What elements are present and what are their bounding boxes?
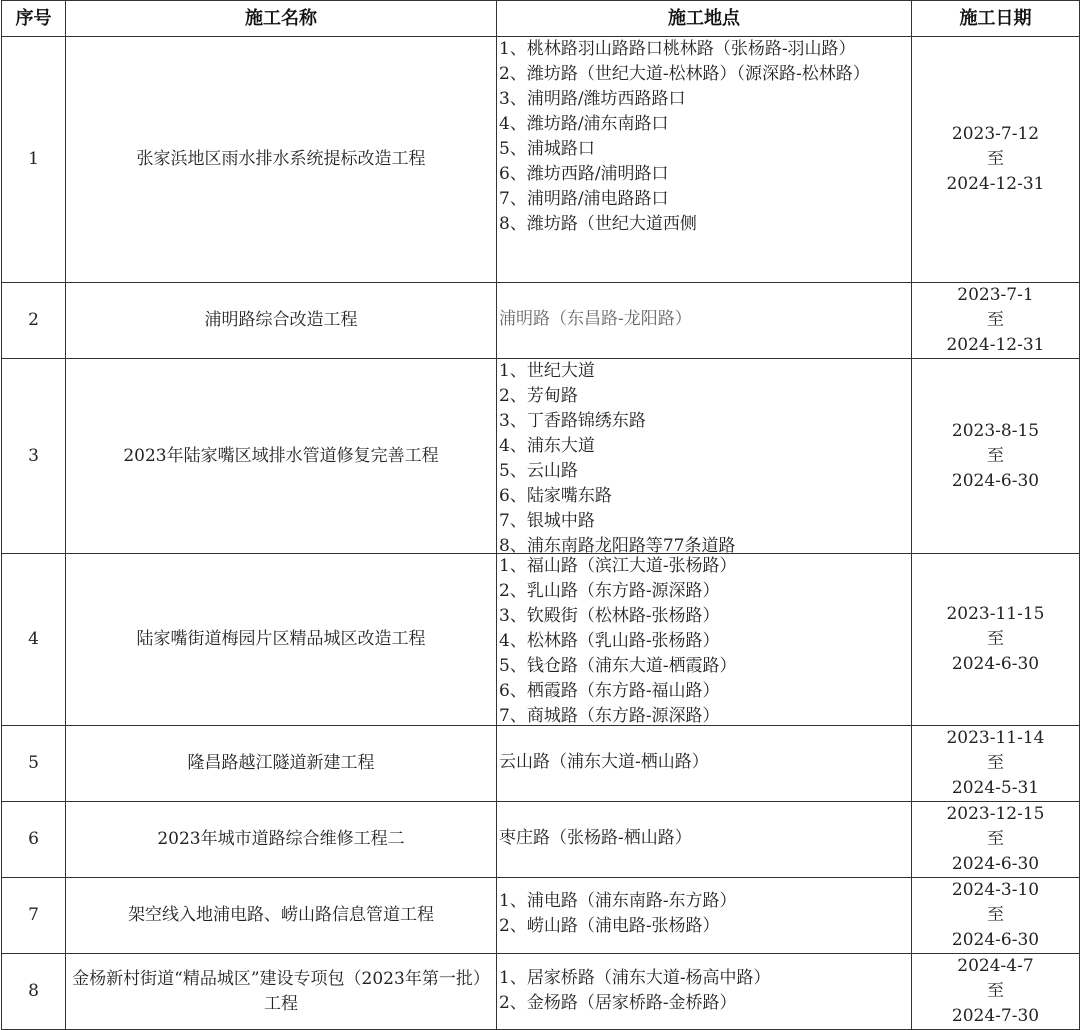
location-line: 2、崂山路（浦电路-张杨路） [499, 916, 720, 936]
date-end: 2024-6-30 [951, 930, 1040, 950]
row-number: 7 [2, 878, 66, 954]
location-line: 1、浦电路（浦东南路-东方路） [499, 891, 737, 911]
date-sep: 至 [987, 149, 1004, 169]
location-line: 云山路（浦东大道-栖山路） [499, 751, 709, 772]
project-name: 2023年陆家嘴区域排水管道修复完善工程 [66, 359, 497, 554]
date-end: 2024-12-31 [946, 335, 1045, 355]
location-line: 3、钦殿街（松林路-张杨路） [499, 606, 720, 626]
header-row [2, 1, 1080, 37]
header-date: 施工日期 [912, 1, 1080, 37]
row-number: 5 [2, 726, 66, 802]
project-date [912, 726, 1080, 802]
table-body [2, 37, 1080, 1030]
project-date [912, 359, 1080, 554]
row-number: 8 [2, 954, 66, 1030]
location-line: 4、浦东大道 [499, 436, 595, 456]
date-sep: 至 [987, 981, 1004, 1001]
date-sep: 至 [987, 629, 1004, 649]
location-line: 2、芳甸路 [499, 386, 578, 406]
project-date [912, 554, 1080, 726]
date-start: 2024-4-7 [957, 956, 1034, 976]
table-row [2, 283, 1080, 359]
location-line: 6、栖霞路（东方路-福山路） [499, 681, 720, 701]
location-line: 3、浦明路/潍坊西路路口 [499, 89, 686, 109]
table-row [2, 878, 1080, 954]
table-row [2, 37, 1080, 283]
row-number: 1 [2, 37, 66, 283]
project-locations [497, 359, 912, 554]
construction-table [1, 0, 1080, 1030]
date-sep: 至 [987, 905, 1004, 925]
location-line: 5、浦城路口 [499, 139, 595, 159]
date-sep: 至 [987, 445, 1004, 466]
project-date [912, 283, 1080, 359]
project-date [912, 954, 1080, 1030]
location-line: 1、世纪大道 [499, 361, 595, 381]
location-line: 8、浦东南路龙阳路等77条道路 [499, 536, 736, 553]
project-name: 浦明路综合改造工程 [66, 283, 497, 359]
location-line: 3、丁香路锦绣东路 [499, 411, 646, 431]
row-number: 4 [2, 554, 66, 726]
location-line: 5、钱仓路（浦东大道-栖霞路） [499, 656, 737, 676]
location-line: 7、商城路（东方路-源深路） [499, 706, 720, 725]
project-locations [497, 878, 912, 954]
header-location: 施工地点 [497, 1, 912, 37]
date-end: 2024-5-31 [951, 778, 1040, 798]
date-end: 2024-6-30 [951, 470, 1040, 491]
project-date [912, 878, 1080, 954]
table-row [2, 554, 1080, 726]
table-row [2, 359, 1080, 554]
date-sep: 至 [987, 829, 1004, 849]
header-no: 序号 [2, 1, 66, 37]
location-line: 2、金杨路（居家桥路-金桥路） [499, 993, 737, 1013]
date-end: 2024-7-30 [951, 1006, 1040, 1026]
project-date [912, 37, 1080, 283]
project-locations [497, 554, 912, 726]
header-name: 施工名称 [66, 1, 497, 37]
location-line: 4、松林路（乳山路-张杨路） [499, 631, 720, 651]
project-name: 金杨新村街道“精品城区”建设专项包（2023年第一批）工程 [66, 954, 497, 1030]
row-number: 2 [2, 283, 66, 359]
location-line: 1、桃林路羽山路路口桃林路（张杨路-羽山路） [499, 39, 856, 59]
date-start: 2024-3-10 [951, 880, 1040, 900]
project-locations [497, 37, 912, 283]
location-line: 4、潍坊路/浦东南路口 [499, 114, 669, 134]
location-line: 1、居家桥路（浦东大道-杨高中路） [499, 968, 771, 988]
location-line: 6、潍坊西路/浦明路口 [499, 164, 669, 184]
date-start: 2023-11-15 [946, 604, 1045, 624]
location-line: 5、云山路 [499, 461, 578, 481]
location-line: 6、陆家嘴东路 [499, 486, 612, 506]
project-date [912, 802, 1080, 878]
date-start: 2023-12-15 [946, 804, 1045, 824]
location-line: 7、银城中路 [499, 511, 595, 531]
location-line: 枣庄路（张杨路-栖山路） [499, 827, 692, 848]
date-end: 2024-12-31 [946, 174, 1045, 194]
date-start: 2023-8-15 [951, 420, 1040, 441]
date-end: 2024-6-30 [951, 854, 1040, 874]
location-line: 7、浦明路/浦电路路口 [499, 189, 669, 209]
date-sep: 至 [987, 753, 1004, 773]
project-locations [497, 802, 912, 878]
project-name: 张家浜地区雨水排水系统提标改造工程 [66, 37, 497, 283]
table-row [2, 802, 1080, 878]
project-locations [497, 954, 912, 1030]
location-line: 浦明路（东昌路-龙阳路） [499, 308, 692, 329]
project-name: 隆昌路越江隧道新建工程 [66, 726, 497, 802]
table-row [2, 726, 1080, 802]
project-name: 架空线入地浦电路、崂山路信息管道工程 [66, 878, 497, 954]
row-number: 3 [2, 359, 66, 554]
project-name: 陆家嘴街道梅园片区精品城区改造工程 [66, 554, 497, 726]
row-number: 6 [2, 802, 66, 878]
project-locations [497, 283, 912, 359]
project-name: 2023年城市道路综合维修工程二 [66, 802, 497, 878]
date-start: 2023-7-12 [951, 124, 1040, 144]
date-start: 2023-7-1 [957, 285, 1034, 305]
date-end: 2024-6-30 [951, 654, 1040, 674]
location-line: 8、潍坊路（世纪大道西侧 [499, 214, 697, 234]
location-line: 2、潍坊路（世纪大道-松林路）（源深路-松林路） [499, 64, 870, 84]
table-row [2, 954, 1080, 1030]
location-line: 1、福山路（滨江大道-张杨路） [499, 556, 737, 576]
project-locations [497, 726, 912, 802]
date-sep: 至 [987, 310, 1004, 330]
date-start: 2023-11-14 [946, 728, 1045, 748]
location-line: 2、乳山路（东方路-源深路） [499, 581, 720, 601]
